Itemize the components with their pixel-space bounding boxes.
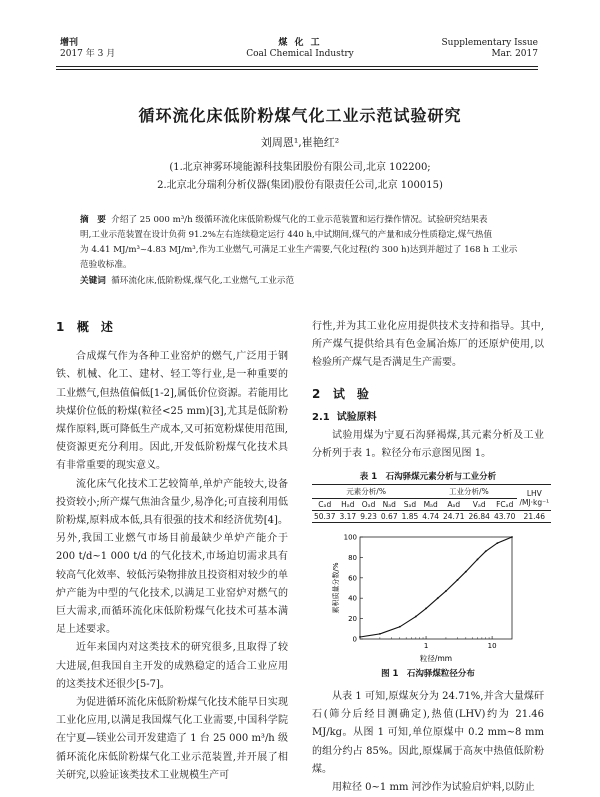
header-rule [56,66,538,67]
figure-1-y-tick-label: 20 [348,615,357,624]
figure-1-data-point [465,571,467,573]
figure-1-chart [312,527,544,667]
table-1 [312,484,551,523]
table-1-cell: 24.71 [443,512,465,521]
paper-title: 循环流化床低阶粉煤气化工业示范试验研究 [138,106,462,125]
figure-1-y-tick-label: 0 [352,635,357,644]
figure-1-data-point [359,636,361,638]
table-1-col-header: Mₐd [423,500,438,509]
abstract-line-3: 为 4.41 MJ/m³~4.83 MJ/m³,作为工业燃气,可满足工业生产需要,气化过程(约 300 h)达到并超过了 168 h 工业示 [80,245,518,255]
header-supplement: Supplementary Issue [441,38,538,48]
figure-1-data-point [511,536,513,538]
table-1-value-row [312,511,551,523]
table-1-col-header: Aₐd [447,500,461,509]
header-date: 2017 年 3 月 [60,49,116,59]
figure-1-caption: 图 1 石沟驿煤粒径分布 [381,669,475,679]
intro-paragraph-1: 合成煤气作为各种工业窑炉的燃气,广泛用于钢铁、机械、化工、建材、轻工等行业,是一种重要的工业燃气,但热值偏低[1-2],属低价位资源。若能用比块煤价位低的粉煤(粒径<25 mm)[3],尤其是低阶粉煤作原料,既可降低生产成本,又可拓宽粉煤使用范围,使资源更充分利用。因此,开发低阶粉煤气化技术具有非常重要的现实意义。 [56,351,288,472]
subsection-2-1-title: 试验原料 [336,411,377,423]
figure-1-data-point [415,616,417,618]
header-rule-thin [56,69,538,70]
table-1-cell: 43.70 [493,512,516,521]
table-1-col-header: Hₐd [341,500,355,509]
table-1-col-header: Oₐd [361,500,376,509]
left-column [56,318,288,785]
table-1-col-header: Cₐd [318,500,332,509]
figure-1-y-tick-label: 100 [343,533,357,542]
table-1-cell: 21.46 [523,512,546,521]
results-paragraph: 从表 1 可知,原煤灰分为 24.71%,并含大量煤矸石(筛分后经目测确定),热值(LHV)约为 21.46 MJ/kg。从图 1 可知,单位原煤中 0.2 mm~8 mm 的组分约占 85%。因此,原煤属于高灰中热值低阶粉煤。 [312,691,544,775]
startup-paragraph: 用粒径 0~1 mm 河沙作为试验启炉料,以防止 [332,782,535,794]
affiliation-1: (1.北京神雾环境能源科技集团股份有限公司,北京 102200; [169,162,431,173]
header-right [442,38,539,60]
table-1-col-header: Sₐd [403,500,417,509]
table-1-cell: 50.37 [314,512,336,521]
figure-1-data-point [379,633,381,635]
section-1-heading [56,318,288,336]
figure-1-y-axis-label: 累积质量分数/% [332,562,340,614]
keywords-line [80,274,520,289]
figure-1-data-point [485,550,487,552]
table-1-col-header: Vₐd [472,500,486,509]
continued-paragraph: 行性,并为其工业化应用提供技术支持和指导。其中,所产煤气提供给具有色金属冶炼厂的还原炉使用,以检验所产煤气是否满足生产需要。 [312,321,544,369]
table-1-col-header: Nₐd [382,500,396,509]
table-1-cell: 0.67 [380,512,398,521]
subsection-2-1-number: 2.1 [312,411,330,423]
figure-1-data-point [399,626,401,628]
table-1-group-row [312,485,551,499]
header-month: Mar. 2017 [491,49,538,59]
abstract-line-1 [80,213,520,228]
abstract [80,213,520,289]
figure-1-y-tick-label: 40 [348,594,357,603]
subsection-2-1-heading [312,409,544,427]
table-1-group-elemental: 元素分析/% [312,485,420,499]
figure-1-data-point [457,579,459,581]
section-1-title: 概 述 [76,320,113,334]
section-2-title: 试 验 [332,386,369,401]
figure-1-data-point [425,608,427,610]
table-1-group-proximate: 工业分析/% [420,485,517,499]
table-1-lhv-label: LHV [526,488,542,498]
header-journal-en: Coal Chemical Industry [246,49,354,59]
table-1-caption: 表 1 石沟驿煤元素分析与工业分析 [359,472,497,482]
figure-1-plot-frame [360,537,512,639]
figure-1-x-tick-label: 1 [423,642,429,650]
affiliation-2: 2.北京北分瑞利分析仪器(集团)股份有限责任公司,北京 100015) [157,180,443,191]
table-1-cell: 1.85 [401,512,419,521]
right-column [312,318,544,463]
table-1-cell: 3.17 [339,512,357,521]
right-column-lower [312,688,544,797]
header-issue: 增刊 [60,38,79,48]
figure-1-data-point [496,542,498,544]
abstract-label: 摘 要 [80,215,106,225]
section-2-heading [312,385,544,403]
figure-1-series-line [360,537,512,637]
figure-1-y-tick-label: 80 [348,553,357,562]
intro-paragraph-3: 近年来国内对这类技术的研究很多,且取得了较大进展,但我国自主开发的成熟稳定的适合工业应用的这类技术还很少[5-7]。 [56,642,288,690]
figure-1-x-axis-label: 粒径/mm [419,654,453,663]
intro-paragraph-4: 为促进循环流化床低阶粉煤气化技术能早日实现工业化应用,以满足我国煤气化工业需要,中国科学院在宁夏—镁业公司开发建造了 1 台 25 000 m³/h 级循环流化床低阶粉煤气化工业示范装置,并开展了相关研究,以验证该类技术工业规模生产可 [56,697,288,781]
materials-paragraph: 试验用煤为宁夏石沟驿褐煤,其元素分析及工业分析列于表 1。粒径分布示意图见图 1。 [312,430,544,460]
abstract-text-1: 介绍了 25 000 m³/h 级循环流化床低阶粉煤气化的工业示范装置和运行操作情况。试验研究结果表 [111,215,488,225]
abstract-line-2: 明,工业示范装置在设计负荷 91.2%左右连续稳定运行 440 h,中试期间,煤气的产量和成分性质稳定,煤气热值 [80,230,493,240]
table-1-lhv-header [517,485,551,511]
section-2-number: 2 [312,386,321,401]
figure-1-x-tick-label: 10 [487,642,497,650]
table-1-header-row [312,499,551,511]
figure-1-data-point [437,597,439,599]
keywords-text: 循环流化床,低阶粉煤,煤气化,工业燃气,工业示范 [111,276,295,286]
figure-1-y-tick-label: 60 [348,574,357,583]
paper-authors: 刘周恩¹,崔艳红² [260,136,340,149]
table-1-col-header: FCₐd [496,500,514,509]
figure-1-data-point [445,590,447,592]
intro-paragraph-2: 流化床气化技术工艺较简单,单炉产能较大,设备投资较小;所产煤气焦油含量少,易净化;可直接利用低阶粉煤,原料成本低,具有很强的技术和经济优势[4]。另外,我国工业燃气市场目前最缺少单炉产能介于 200 t/d~1 000 t/d 的气化技术,市场迫切需求具有较高气化效率、较低污染物排放且投资相对较少的单炉产能为中型的气化技术,以满足工业窑炉对燃气的巨大需求,而循环流化床低阶粉煤气化技术可基本满足上述要求。 [56,478,288,636]
keywords-label: 关键词 [80,276,106,286]
figure-1-data-point [477,559,479,561]
table-1-cell: 9.23 [360,512,377,521]
table-1-lhv-unit: /MJ·kg⁻¹ [519,497,550,507]
section-1-number: 1 [56,320,65,334]
table-1-cell: 26.84 [468,512,490,521]
abstract-line-4: 范验收标准。 [80,260,132,270]
table-1-block [312,470,550,523]
figure-1 [312,527,544,679]
header-journal: 煤 化 工 [278,38,322,48]
table-1-cell: 4.74 [422,512,439,521]
